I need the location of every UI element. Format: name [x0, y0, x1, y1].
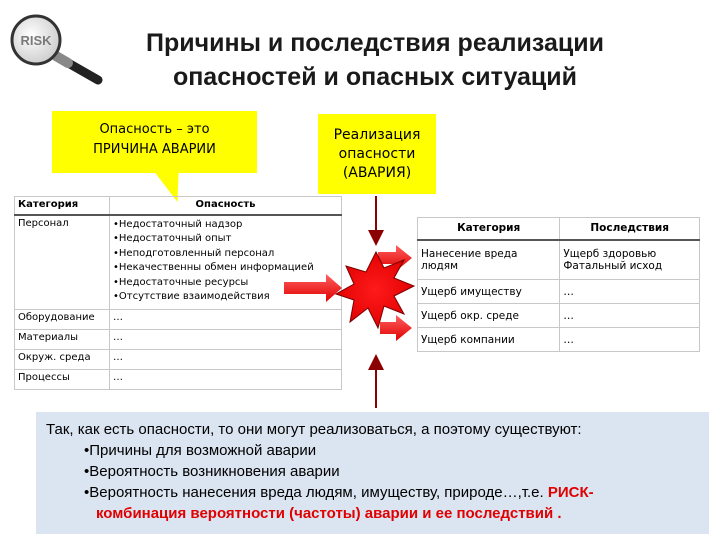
cell-line: Ущерб здоровью [563, 247, 657, 260]
table-row [418, 304, 700, 328]
explosion-icon [336, 252, 414, 328]
table-row [418, 280, 700, 304]
consequences-header-consequence: Последствия [560, 218, 700, 240]
callout-line-1: Опасность – это [99, 122, 210, 137]
consequences-category: Ущерб окр. среде [418, 304, 560, 328]
summary-box [36, 412, 709, 534]
list-item [46, 482, 701, 503]
list-item: •Вероятность возникновения аварии [84, 463, 340, 480]
cell-line: Фатальный исход [563, 259, 663, 272]
table-row [418, 240, 700, 280]
consequences-category [418, 240, 560, 280]
risk-term: РИСК- [547, 484, 594, 501]
consequences-value: … [560, 280, 700, 304]
hazards-header-category: Категория [15, 197, 110, 215]
consequences-category: Ущерб компании [418, 328, 560, 352]
summary-intro: Так, как есть опасности, то они могут реализоваться, а поэтому существуют: [46, 421, 582, 438]
logo-text: RISK [20, 33, 52, 48]
list-item: •Недостаточные ресурсы [113, 276, 249, 288]
title-line-2: опасностей и опасных ситуаций [172, 63, 578, 91]
list-item: •Некачественны обмен информацией [113, 262, 314, 273]
hazards-category: Персонал [15, 215, 110, 310]
hazard-callout [52, 111, 257, 173]
consequences-header-category: Категория [418, 218, 560, 240]
list-item: •Недостаточный надзор [113, 218, 243, 230]
consequences-table [417, 217, 700, 352]
table-row [418, 328, 700, 352]
list-item: … [110, 309, 342, 329]
consequences-value: … [560, 328, 700, 352]
hazards-category: Материалы [15, 329, 110, 349]
realization-line-2: опасности [338, 146, 416, 162]
consequences-value: … [560, 304, 700, 328]
list-item: •Причины для возможной аварии [84, 442, 317, 459]
risk-logo [6, 10, 106, 86]
hazards-category: Окруж. среда [15, 349, 110, 369]
title-line-1: Причины и последствия реализации [146, 29, 604, 57]
accident-graphic [280, 190, 420, 420]
arrow-out-icon [380, 315, 412, 341]
list-item: … [110, 369, 342, 389]
list-item: •Недостаточный опыт [113, 233, 232, 244]
page-title [110, 26, 640, 94]
hazards-header-hazard: Опасность [110, 197, 342, 215]
list-item: … [110, 349, 342, 369]
list-item: •Неподготовленный персонал [113, 247, 275, 259]
risk-definition: комбинация вероятности (частоты) аварии и ее последствий . [96, 505, 562, 522]
callout-line-2: ПРИЧИНА АВАРИИ [93, 142, 216, 157]
realization-line-1: Реализация [333, 127, 421, 143]
cell-line: людям [421, 259, 459, 272]
realization-line-3: (АВАРИЯ) [342, 165, 412, 181]
cell-line: Нанесение вреда [421, 247, 518, 260]
list-item: … [110, 329, 342, 349]
summary-last-bullet: •Вероятность нанесения вреда людям, имуществу, природе…,т.е. [84, 484, 548, 501]
realization-box [318, 114, 436, 194]
hazards-category: Процессы [15, 369, 110, 389]
hazards-category: Оборудование [15, 309, 110, 329]
magnifier-icon [6, 10, 106, 86]
arrow-in-icon [284, 274, 342, 302]
consequences-category: Ущерб имуществу [418, 280, 560, 304]
consequences-value [560, 240, 700, 280]
list-item: •Отсутствие взаимодействия [113, 291, 270, 302]
